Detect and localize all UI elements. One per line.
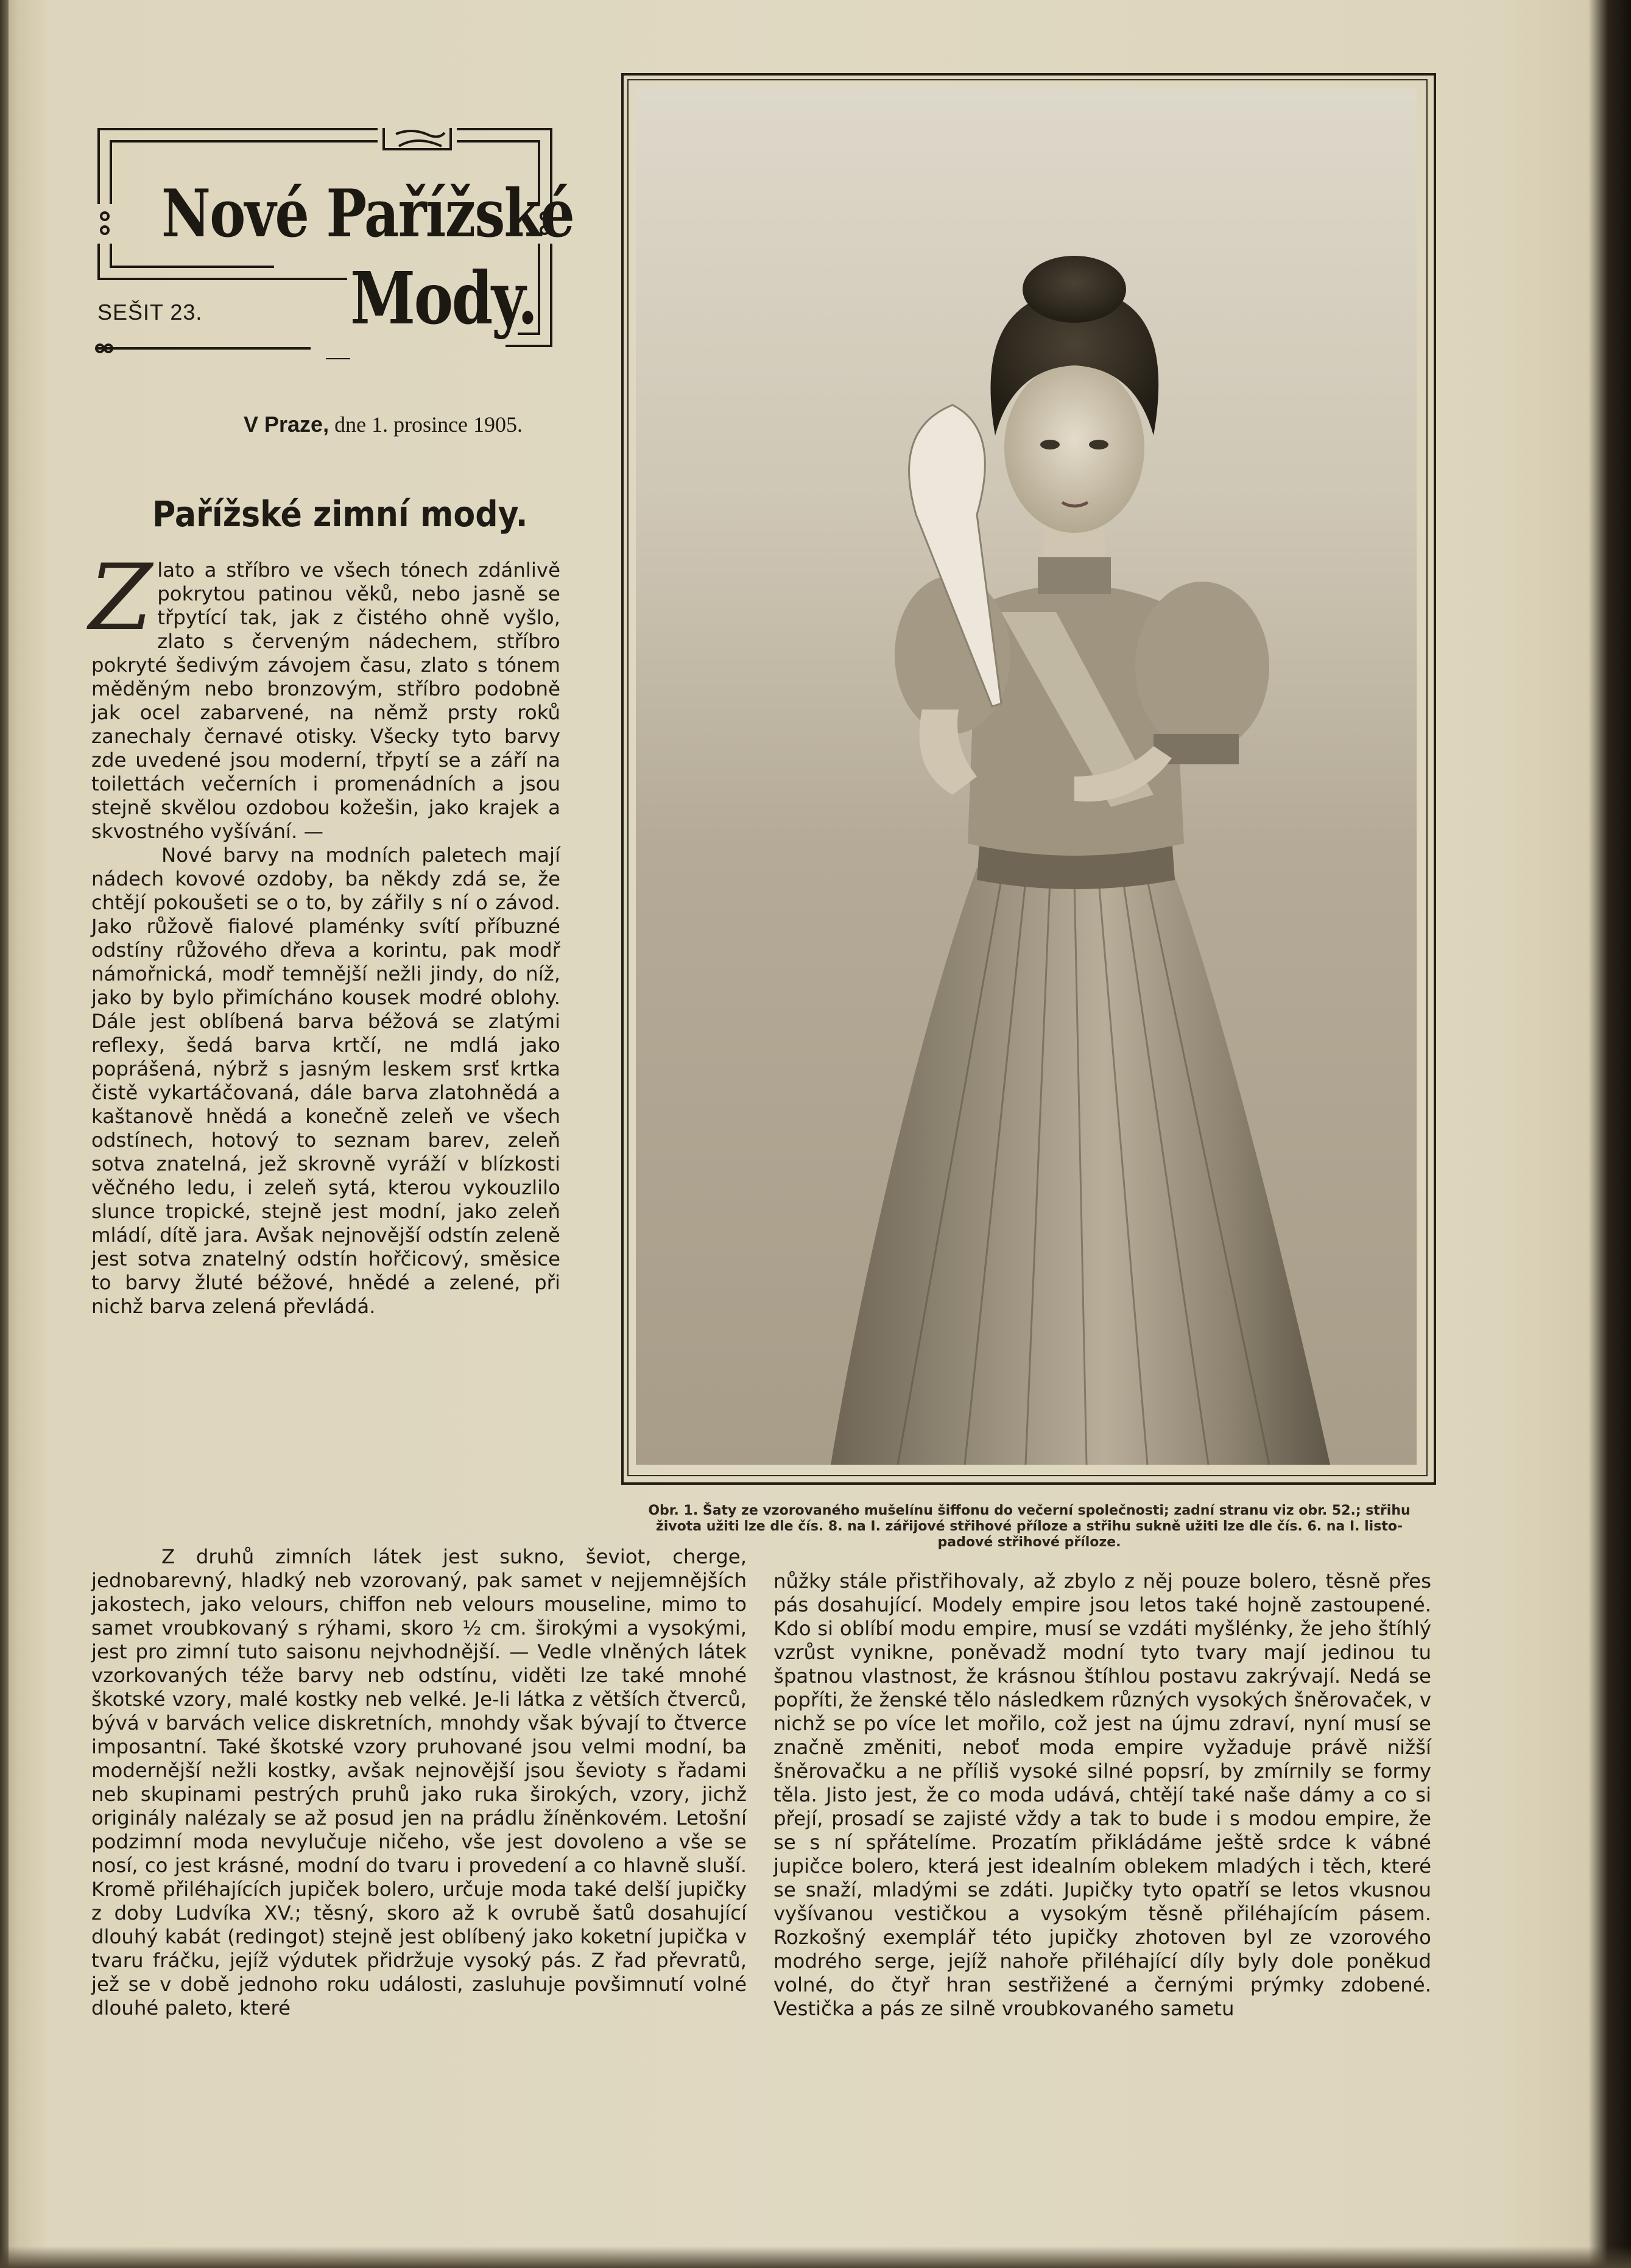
paragraph: Nové barvy na modních paletech mají nádech kovové ozdoby, ba někdy zdá se, že chtějí pokoušeti se o to, by zářily s ní o závod. Jako růžově fialové plaménky svítí příbuzné odstíny růžového dřeva a korintu, pak modř námořnická, modř temnější nežli jindy, do níž, jako by bylo přimícháno kousek modré oblohy. Dále jest oblíbená barva béžová se zlatými reflexy, šedá barva krtčí, ne mdlá jako poprášená, nýbrž s jasným leskem srsť krtka čistě vykartáčovaná, dále barva zlatohnědá a kaštanově hnědá a konečně zeleň ve všech odstínech, hotový to seznam barev, zeleň sotva znatelná, jež skrovně vyráží v blízkosti věčného ledu, i zeleň sytá, kterou vykouzlilo slunce tropické, stejně jest modní, jako zeleň mládí, dítě jara. Avšak nejnovější odstín zeleně jest sotva znatelný odstín hořčicový, směsice to barvy žluté béžové, hnědé a zelené, při nichž barva zelená převládá.	[91, 843, 560, 1318]
paragraph: nůžky stále přistřihovaly, až zbylo z něj pouze bolero, těsně přes pás dosahující. Modely empire jsou letos také hojně zastoupené. Kdo si oblíbí modu empire, musí se vzdáti myšlénky, že jeho štíhlý vzrůst vynikne, poněvadž modní tyto tvary mají jedinou tu špatnou vlastnost, že krásnou štíhlou postavu zakrývají. Nedá se popříti, že ženské tělo následkem různých vysokých šněrovaček, v nichž se po více let mořilo, což jest na újmu zdraví, nyní musí se značně změniti, neboť moda empire vyžaduje právě nižší šněrovačku a ne příliš vysoké silné popsrí, by zmírnily se formy těla. Jisto jest, že co moda udává, chtějí také naše dámy a co si přejí, prosadí se zajisté vždy a tak to bude i s modou empire, že se s ní spřátelíme. Prozatím přikládáme ještě srdce k vábné jupičce bolero, která jest idealním oblekem mladých i těch, které se snaží, mladými se zdáti. Jupičky tyto opatří se letos vkusnou vyšívanou vestičkou a vysokým těsně přiléhajícím pásem. Rozkošný exemplář této jupičky zhotoven byl ze vzorového modrého serge, jejíž nahoře přiléhající díly byly dole poněkud volné, do čtyř hran sestřižené a černými prýmky zdobené. Vestička a pás ze silně vroubkovaného sametu	[773, 1569, 1431, 2020]
page-bottom-shadow	[0, 2246, 1631, 2268]
article-column-left	[89, 545, 560, 1545]
woman-in-evening-dress-image	[636, 88, 1417, 1465]
article-heading: Pařížské zimní mody.	[152, 493, 528, 535]
masthead-title-line-2: Mody.	[350, 256, 537, 340]
paragraph-text: lato a stříbro ve všech tónech zdánlivě pokrytou patinou věků, nebo jasně se třpytící tak, jak z čistého ohně vyšlo, zlato s červeným nádechem, stříbro pokryté šedivým závojem času, zlato s tónem měděným nebo bronzovým, stříbro podobně jak ocel zabarvené, na němž prsty roků zanechaly černavé otisky. Všecky tyto barvy zde uvedené jsou moderní, třpytí se a září na toilettách večerních i promenádních a jsou stejně skvělou ozdobou kožešin, jako krajek a skvostného vyšívání. —	[91, 558, 560, 843]
masthead	[91, 122, 574, 359]
fashion-illustration	[636, 88, 1417, 1465]
article-column-right	[773, 1569, 1431, 2131]
issue-number: SEŠIT 23.	[97, 300, 203, 325]
book-spine-shadow	[0, 0, 9, 2268]
article-column-lower-left	[91, 1545, 747, 2131]
paragraph	[89, 545, 560, 843]
dateline-place: V Praze,	[244, 412, 329, 437]
paragraph: Z druhů zimních látek jest sukno, ševiot, cherge, jednobarevný, hladký neb vzorovaný, pak samet v nejjemnějších jakostech, jako velours, chiffon neb velours mouseline, mimo to samet vroubkovaný s rýhami, skoro ½ cm. širokými a vysokými, jest pro zimní tuto saisonu nejvhodnější. — Vedle vlněných látek vzorkovaných téže barvy neb odstínu, viděti lze také mnohé škotské vzory, malé kostky neb velké. Je-li látka z větších čtverců, bývá v barvách velice diskretních, mnohdy však bývají to čtverce imposantní. Také škotské vzory pruhované jsou velmi modní, ba modernější nežli kostky, avšak nejnovější jsou ševioty s řadami neb skupinami pestrých pruhů jako ruka širokých, vzory, jichž originály nalézaly se až posud jen na prádlu žíněnkovém. Letošní podzimní moda nevylučuje ničeho, vše jest dovoleno a vše se nosí, co jest krásné, modní do tvaru i provedení a co hlavně sluší. Kromě přiléhajících jupiček bolero, určuje moda také delší jupičky z doby Ludvíka XV.; těsný, skoro až k ovrubě šatů dosahující dlouhý kabát (redingot) stejně jest oblíbený jako koketní jupička v tvaru fráčku, jejíž výdutek přidržuje vysoký pás. Z řad převratů, jež se v době jednoho roku události, zasluhuje povšimnutí volné dlouhé paleto, které	[91, 1545, 747, 2020]
figure-caption	[609, 1503, 1450, 1551]
dateline-date: dne 1. prosince 1905.	[334, 412, 523, 437]
caption-line-2: života užiti lze dle čís. 8. na I. zářijové střihové příloze a střihu sukně užiti lze dle čís. 6. na I. listo-	[655, 1519, 1403, 1534]
page-edge-shadow	[1588, 0, 1631, 2268]
caption-line-3: padové střihové příloze.	[937, 1535, 1121, 1550]
dateline	[244, 412, 523, 437]
drop-cap: Z	[89, 545, 153, 651]
masthead-title-line-1: Nové Pařížské	[161, 175, 574, 252]
caption-line-1: Obr. 1. Šaty ze vzorovaného mušelínu šiffonu do večerní společnosti; zadní stranu viz obr. 52.; střihu	[648, 1503, 1411, 1518]
